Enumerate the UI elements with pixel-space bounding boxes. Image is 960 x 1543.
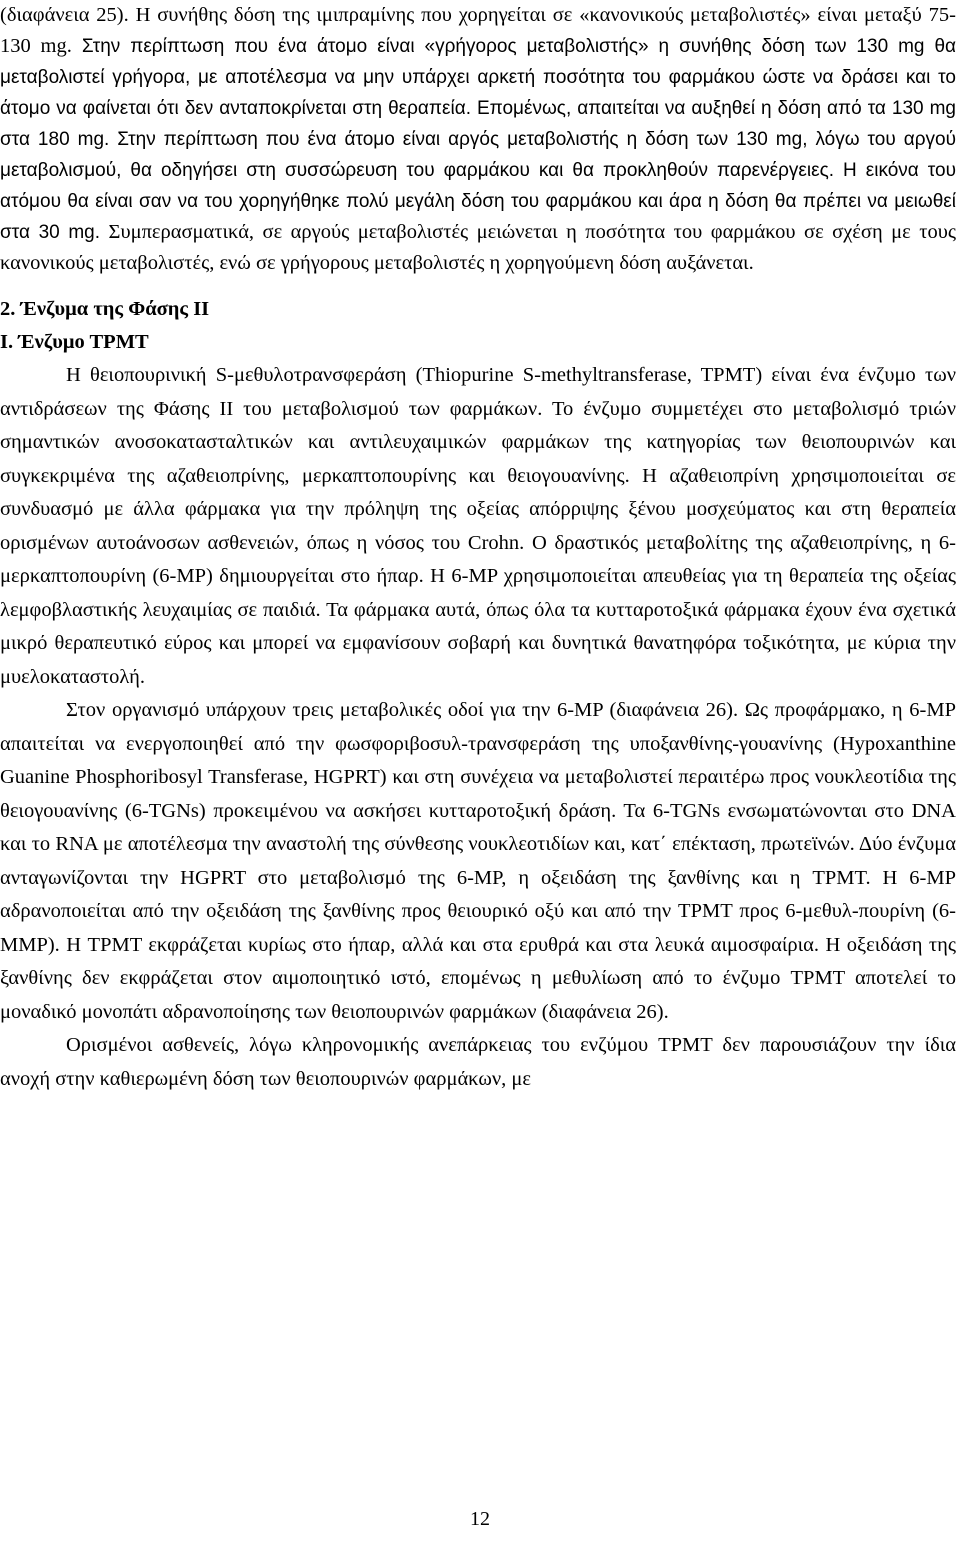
- paragraph-dosage-part-c: Στην περίπτωση που ένα άτομο είναι αργός μεταβολιστής η δόση των 130 mg, λόγω του αργού μεταβολισμού, θα οδηγήσει στη συσσώρευση του φαρμάκου και θα προκληθούν παρενέργειες. Η εικόνα του ατόμου θα είναι σαν να του χορηγήθηκε πολύ μεγάλη δόση του φαρμάκου και άρα η δόση θα πρέπει να μειωθεί στα 30 mg.: [0, 129, 956, 243]
- paragraph-dosage-part-b: Στην περίπτωση που ένα άτομο είναι «γρήγορος μεταβολιστής» η συνήθης δόση των 130 mg θα μεταβολιστεί γρήγορα, με αποτέλεσμα να μην υπάρχει αρκετή ποσότητα του φαρμάκου ώστε να δράσει και το άτομο να φαίνεται ότι δεν ανταποκρίνεται στη θεραπεία. Επομένως, απαιτείται να αυξηθεί η δόση από τα 130 mg στα 180 mg.: [0, 36, 957, 150]
- paragraph-tpmt-intro: Η θειοπουρινική S-μεθυλοτρανσφεράση (Thiopurine S-methyltransferase, TPMT) είναι ένα ένζυμο των αντιδράσεων της Φάσης ΙΙ του μεταβολισμού των φαρμάκων. Το ένζυμο συμμετέχει στο μεταβολισμό τριών σημαντικών ανοσοκατασταλτικών και αντιλευχαιμικών φαρμάκων της κατηγορίας των θειοπουρινών και συγκεκριμένα της αζαθειοπρίνης, μερκαπτοπουρίνης και θειογουανίνης. Η αζαθειοπρίνη χρησιμοποιείται σε συνδυασμό με άλλα φάρμακα για την πρόληψη της οξείας απόρριψης ξένου μοσχεύματος και στη θεραπεία ορισμένων αυτοάνοσων ασθενειών, όπως η νόσος του Crohn. Ο δραστικός μεταβολίτης της αζαθειοπρίνης, η 6-μερκαπτοπουρίνη (6-MP) δημιουργείται στο ήπαρ. Η 6-MP χρησιμοποιείται απευθείας για τη θεραπεία της οξείας λεμφοβλαστικής λευχαιμίας σε παιδιά. Τα φάρμακα αυτά, όπως όλα τα κυτταροτοξικά φάρμακα έχουν ένα σχετικά μικρό θεραπευτικό εύρος και μπορεί να εμφανίσουν σοβαρή και δυνητικά θανατηφόρα τοξικότητα, με κύρια την μυελοκαταστολή.: [0, 364, 956, 688]
- section-heading: 2. Ένζυμα της Φάσης ΙΙ: [0, 298, 210, 320]
- paragraph-dosage: [0, 0, 956, 279]
- paragraph-tpmt-deficiency: Ορισμένοι ασθενείς, λόγω κληρονομικής ανεπάρκειας του ενζύμου TPMT δεν παρουσιάζουν την ίδια ανοχή στην καθιερωμένη δόση των θειοπουρινών φαρμάκων, με: [0, 1034, 956, 1090]
- page-number: 12: [470, 1508, 490, 1530]
- paragraph-dosage-part-a: (διαφάνεια 25). Η συνήθης δόση της ιμιπραμίνης που χορηγείται σε «κανονικούς μεταβολιστές» είναι μεταξύ 75-130 mg.: [0, 4, 956, 57]
- paragraph-dosage-part-d: Συμπερασματικά, σε αργούς μεταβολιστές μειώνεται η ποσότητα του φαρμάκου σε σχέση με τους κανονικούς μεταβολιστές, ενώ σε γρήγορους μεταβολιστές η χορηγούμενη δόση αυξάνεται.: [0, 221, 957, 274]
- subsection-heading: Ι. Ένζυμο ΤΡΜΤ: [0, 331, 149, 353]
- paragraph-metabolic-pathways: Στον οργανισμό υπάρχουν τρεις μεταβολικές οδοί για την 6-MP (διαφάνεια 26). Ως προφάρμακο, η 6-MP απαιτείται να ενεργοποιηθεί από την φωσφοριβοσυλ-τρανσφεράση της υποξανθίνης-γουανίνης (Hypoxanthine Guanine Phosphoribosyl Transferase, HGPRT) και στη συνέχεια να μεταβολιστεί περαιτέρω προς νουκλεοτίδια της θειογουανίνης (6-TGNs) προκειμένου να ασκήσει κυτταροτοξική δράση. Τα 6-TGNs ενσωματώνονται στο DNA και το RNA με αποτέλεσμα την αναστολή της σύνθεσης νουκλεοτιδίων και, κατ΄ επέκταση, πρωτεϊνών. Δύο ένζυμα ανταγωνίζονται την HGPRT στο μεταβολισμό της 6-MP, η οξειδάση της ξανθίνης και η TPMT. Η 6-MP αδρανοποιείται από την οξειδάση της ξανθίνης προς θειουρικό οξύ και από την TPMT προς 6-μεθυλ-πουρίνη (6-MMP). Η TPMT εκφράζεται κυρίως στο ήπαρ, αλλά και στα ερυθρά και στα λευκά αιμοσφαίρια. Η οξειδάση της ξανθίνης δεν εκφράζεται στον αιμοποιητικό ιστό, επομένως η μεθυλίωση από το ένζυμο TPMT αποτελεί το μοναδικό μονοπάτι αδρανοποίησης των θειοπουρινών φαρμάκων (διαφάνεια 26).: [0, 699, 956, 1023]
